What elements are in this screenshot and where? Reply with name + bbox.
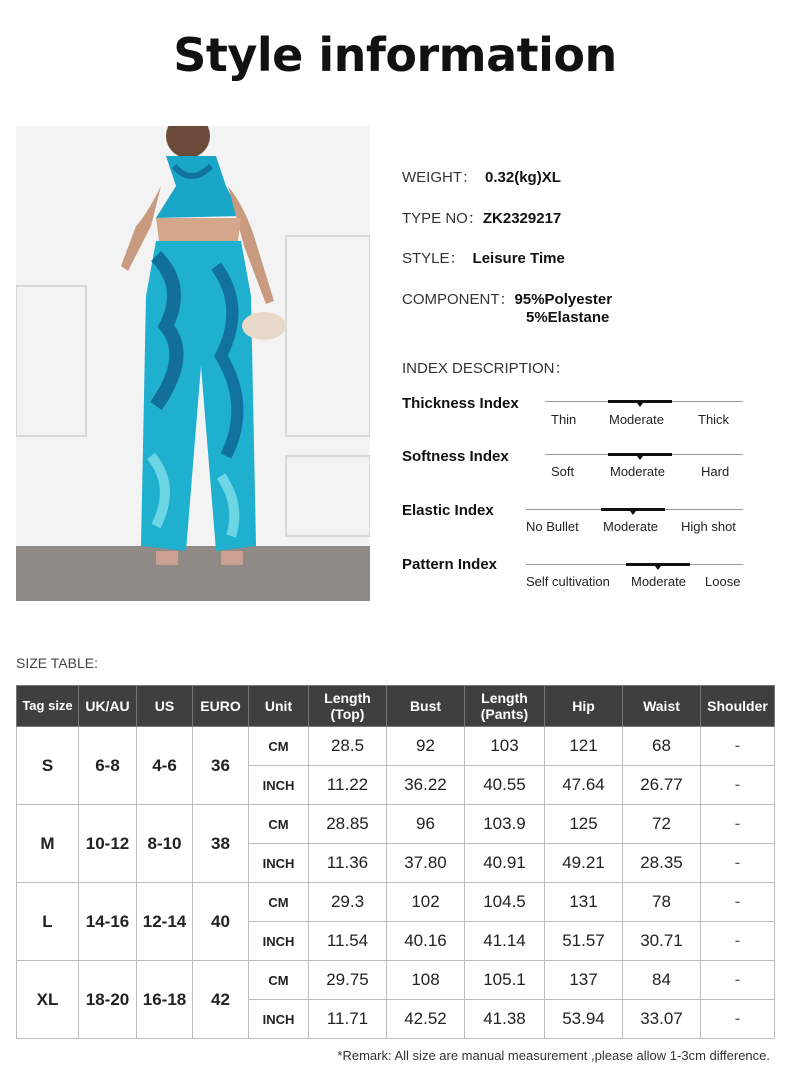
type-row: [402, 207, 561, 228]
size-cell: L: [17, 883, 79, 961]
weight-value: 0.32(kg)XL: [485, 169, 561, 186]
header-uk-au: UK/AU: [79, 686, 137, 727]
unit-cell: CM: [249, 961, 309, 1000]
length-top-cell: 29.3: [309, 883, 387, 922]
ukau-cell: 14-16: [79, 883, 137, 961]
length-top-cell: 11.36: [309, 844, 387, 883]
size-cell: S: [17, 727, 79, 805]
thickness-option-moderate: Moderate: [609, 412, 664, 427]
pattern-index-label: Pattern Index: [402, 556, 498, 573]
size-cell: M: [17, 805, 79, 883]
shoulder-cell: -: [701, 1000, 775, 1039]
unit-cell: CM: [249, 805, 309, 844]
type-value: ZK2329217: [482, 210, 562, 227]
length-pants-cell: 103.9: [465, 805, 545, 844]
hip-cell: 131: [545, 883, 623, 922]
unit-cell: INCH: [249, 1000, 309, 1039]
bust-cell: 36.22: [387, 766, 465, 805]
us-cell: 8-10: [137, 805, 193, 883]
header-length-top-line2: (Top): [330, 706, 365, 722]
header-length-top: [309, 686, 387, 727]
bust-cell: 42.52: [387, 1000, 465, 1039]
type-label: TYPE NO：: [402, 210, 483, 227]
shoulder-cell: -: [701, 805, 775, 844]
remark-note: *Remark: All size are manual measurement ,please allow 1-3cm difference.: [337, 1048, 770, 1063]
length-pants-cell: 103: [465, 727, 545, 766]
length-pants-cell: 40.91: [465, 844, 545, 883]
elastic-selected-marker: [601, 508, 665, 511]
weight-row: [402, 166, 561, 187]
length-top-cell: 29.75: [309, 961, 387, 1000]
length-pants-cell: 105.1: [465, 961, 545, 1000]
shoulder-cell: -: [701, 766, 775, 805]
waist-cell: 72: [623, 805, 701, 844]
bust-cell: 102: [387, 883, 465, 922]
hip-cell: 125: [545, 805, 623, 844]
hip-cell: 53.94: [545, 1000, 623, 1039]
header-tag-size: Tag size: [17, 686, 79, 727]
elastic-index-label: Elastic Index: [402, 502, 494, 519]
ukau-cell: 10-12: [79, 805, 137, 883]
length-pants-cell: 40.55: [465, 766, 545, 805]
ukau-cell: 6-8: [79, 727, 137, 805]
header-waist: Waist: [623, 686, 701, 727]
shoulder-cell: -: [701, 883, 775, 922]
waist-cell: 68: [623, 727, 701, 766]
unit-cell: CM: [249, 883, 309, 922]
component-label: COMPONENT：: [402, 291, 515, 308]
pattern-option-self-cultivation: Self cultivation: [526, 574, 610, 589]
hip-cell: 51.57: [545, 922, 623, 961]
euro-cell: 36: [193, 727, 249, 805]
bust-cell: 40.16: [387, 922, 465, 961]
hip-cell: 121: [545, 727, 623, 766]
header-length-pants-line2: (Pants): [480, 706, 529, 722]
thickness-option-thick: Thick: [698, 412, 730, 427]
product-photo: [16, 126, 370, 601]
component-row: [402, 288, 612, 309]
waist-cell: 28.35: [623, 844, 701, 883]
softness-option-hard: Hard: [701, 464, 730, 479]
header-length-pants: [465, 686, 545, 727]
style-label: STYLE：: [402, 250, 465, 267]
elastic-option-high-shot: High shot: [681, 519, 736, 534]
shoulder-cell: -: [701, 727, 775, 766]
waist-cell: 30.71: [623, 922, 701, 961]
softness-index-label: Softness Index: [402, 448, 509, 465]
shoulder-cell: -: [701, 961, 775, 1000]
model-illustration: [16, 126, 370, 601]
header-bust: Bust: [387, 686, 465, 727]
component-value-1: 95%Polyester: [514, 291, 613, 308]
header-us: US: [137, 686, 193, 727]
shoulder-cell: -: [701, 922, 775, 961]
us-cell: 4-6: [137, 727, 193, 805]
bust-cell: 108: [387, 961, 465, 1000]
pattern-option-moderate: Moderate: [631, 574, 686, 589]
elastic-option-moderate: Moderate: [603, 519, 658, 534]
bust-cell: 37.80: [387, 844, 465, 883]
waist-cell: 26.77: [623, 766, 701, 805]
size-cell: XL: [17, 961, 79, 1039]
unit-cell: INCH: [249, 766, 309, 805]
component-value-2: 5%Elastane: [526, 309, 610, 326]
waist-cell: 78: [623, 883, 701, 922]
euro-cell: 40: [193, 883, 249, 961]
length-pants-cell: 41.38: [465, 1000, 545, 1039]
length-top-cell: 11.22: [309, 766, 387, 805]
table-row: [17, 805, 775, 844]
pattern-option-loose: Loose: [705, 574, 741, 589]
length-pants-cell: 41.14: [465, 922, 545, 961]
unit-cell: INCH: [249, 922, 309, 961]
page-title: Style information: [173, 28, 617, 82]
length-top-cell: 11.71: [309, 1000, 387, 1039]
header-length-top-line1: Length: [324, 690, 371, 706]
us-cell: 16-18: [137, 961, 193, 1039]
length-top-cell: 28.5: [309, 727, 387, 766]
euro-cell: 38: [193, 805, 249, 883]
ukau-cell: 18-20: [79, 961, 137, 1039]
table-row: [17, 961, 775, 1000]
index-description-label: INDEX DESCRIPTION：: [402, 360, 570, 377]
pattern-selected-marker: [626, 563, 690, 566]
weight-label: WEIGHT：: [402, 169, 477, 186]
length-pants-cell: 104.5: [465, 883, 545, 922]
us-cell: 12-14: [137, 883, 193, 961]
size-table-label: SIZE TABLE:: [16, 655, 98, 671]
header-euro: EURO: [193, 686, 249, 727]
size-table: [16, 685, 775, 1039]
shoulder-cell: -: [701, 844, 775, 883]
waist-cell: 84: [623, 961, 701, 1000]
unit-cell: CM: [249, 727, 309, 766]
header-shoulder: Shoulder: [701, 686, 775, 727]
thickness-option-thin: Thin: [551, 412, 577, 427]
bust-cell: 92: [387, 727, 465, 766]
bust-cell: 96: [387, 805, 465, 844]
thickness-selected-marker: [608, 400, 672, 403]
length-top-cell: 11.54: [309, 922, 387, 961]
euro-cell: 42: [193, 961, 249, 1039]
softness-option-soft: Soft: [551, 464, 575, 479]
hip-cell: 49.21: [545, 844, 623, 883]
header-hip: Hip: [545, 686, 623, 727]
hip-cell: 137: [545, 961, 623, 1000]
table-row: [17, 883, 775, 922]
table-header-row: [17, 686, 775, 727]
waist-cell: 33.07: [623, 1000, 701, 1039]
table-row: [17, 727, 775, 766]
softness-selected-marker: [608, 453, 672, 456]
hip-cell: 47.64: [545, 766, 623, 805]
style-value: Leisure Time: [472, 250, 565, 267]
elastic-option-no-bullet: No Bullet: [526, 519, 579, 534]
header-unit: Unit: [249, 686, 309, 727]
thickness-index-label: Thickness Index: [402, 395, 519, 412]
softness-option-moderate: Moderate: [610, 464, 665, 479]
length-top-cell: 28.85: [309, 805, 387, 844]
header-length-pants-line1: Length: [481, 690, 528, 706]
style-row: [402, 247, 565, 268]
unit-cell: INCH: [249, 844, 309, 883]
